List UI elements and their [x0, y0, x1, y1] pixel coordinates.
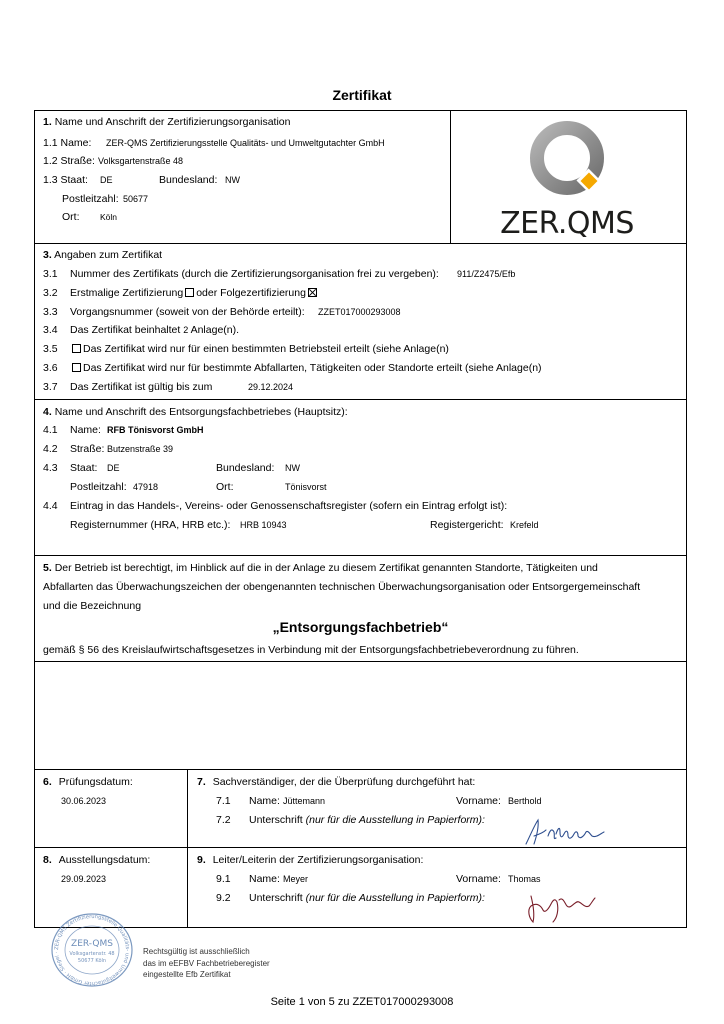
expert-signature — [522, 814, 608, 848]
auth-line-1 — [43, 562, 598, 574]
auth-line-3: und die Bezeichnung — [43, 600, 142, 612]
cert-row-number: 3.6 — [43, 362, 58, 374]
company-city-label: Ort: — [216, 481, 234, 493]
org-street-value: Volksgartenstraße 48 — [98, 156, 184, 166]
section-3-number: 3. — [43, 249, 52, 261]
exam-heading — [43, 776, 133, 788]
section-3-title: Angaben zum Zertifikat — [54, 249, 163, 261]
cert-row-number: 3.3 — [43, 306, 58, 318]
note-line-2: das im eEFBV Fachbetrieberegister — [143, 958, 270, 968]
zer-qms-logo-icon — [489, 114, 645, 240]
section-4-title: Name und Anschrift des Entsorgungsfachbetriebes (Hauptsitz): — [54, 406, 348, 418]
logo-cell-divider — [450, 110, 451, 243]
cert-row-number: 3.5 — [43, 343, 58, 355]
expert-heading — [197, 776, 475, 788]
org-state-value: NW — [225, 175, 240, 185]
seal-ring-text: ZER-QMS Zertifizierungsstelle Qualitäts- und Umweltgutachter GmbH · Siegel · — [53, 913, 131, 987]
first-cert-checkbox[interactable] — [185, 288, 194, 297]
org-name-value: ZER-QMS Zertifizierungsstelle Qualitäts- und Umweltgutachter GmbH — [106, 138, 385, 148]
divider-4-5 — [34, 555, 687, 556]
section-1-heading — [43, 116, 290, 128]
cert-row-number: 3.1 — [43, 268, 58, 280]
auth-line-2: Abfallarten das Überwachungszeichen der obengenannten technischen Überwachungsorganisation oder Entsorgergemeinschaft — [43, 581, 641, 593]
expert-first-value: Berthold — [508, 796, 542, 806]
section-1-title: Name und Anschrift der Zertifizierungsorganisation — [54, 116, 291, 128]
divider-5-blank — [34, 661, 687, 662]
leader-signature — [523, 888, 599, 926]
cert-row-3-6 — [70, 362, 542, 374]
section-8-number: 8. — [43, 854, 52, 866]
register-number-value: HRB 10943 — [240, 520, 287, 530]
company-zip-value: 47918 — [133, 482, 159, 492]
signature-icon — [522, 814, 608, 848]
exam-date-label: Prüfungsdatum: — [58, 776, 133, 788]
company-name-value: RFB Tönisvorst GmbH — [107, 425, 204, 435]
company-city-value: Tönisvorst — [285, 482, 327, 492]
cert-row-number: 3.7 — [43, 381, 58, 393]
section-1-number: 1. — [43, 116, 52, 128]
expert-signature-label — [249, 814, 485, 826]
business-part-label: Das Zertifikat wird nur für einen bestimmten Betriebsteil erteilt (siehe Anlage(n) — [83, 343, 449, 355]
leader-heading — [197, 854, 423, 866]
company-street-value: Butzenstraße 39 — [107, 444, 174, 454]
seal-line-2: 50677 Köln — [77, 958, 107, 964]
company-state-value: NW — [285, 463, 300, 473]
exam-date-value: 30.06.2023 — [61, 796, 107, 806]
company-street-label: Straße: — [70, 443, 105, 455]
org-zip-value: 50677 — [123, 194, 149, 204]
expert-name-value: Jüttemann — [283, 796, 326, 806]
register-number-label: Registernummer (HRA, HRB etc.): — [70, 519, 231, 531]
expert-heading-label: Sachverständiger, der die Überprüfung durchgeführt hat: — [212, 776, 476, 788]
follow-cert-label: oder Folgezertifizierung — [196, 287, 306, 299]
page-footer: Seite 1 von 5 zu ZZET017000293008 — [270, 996, 454, 1008]
org-name-label: 1.1 Name: — [43, 137, 92, 149]
leader-first-label: Vorname: — [456, 873, 501, 885]
section-9-number: 9. — [197, 854, 206, 866]
frame-left — [34, 110, 35, 928]
cert-row-number: 3.4 — [43, 324, 58, 336]
first-cert-label: Erstmalige Zertifizierung — [70, 287, 184, 299]
signature-word: Unterschrift — [249, 814, 303, 826]
company-row-number: 4.1 — [43, 424, 58, 436]
leader-first-value: Thomas — [508, 874, 541, 884]
validity-value: 29.12.2024 — [248, 382, 294, 392]
waste-types-label: Das Zertifikat wird nur für bestimmte Abfallarten, Tätigkeiten oder Standorte erteilt (siehe Anlage(n) — [83, 362, 542, 374]
frame-top — [34, 110, 687, 111]
company-row-number: 4.2 — [43, 443, 58, 455]
company-row-number: 4.3 — [43, 462, 58, 474]
seal-icon — [50, 912, 134, 988]
expert-name-label: Name: — [249, 795, 280, 807]
expert-row-number: 7.1 — [216, 795, 231, 807]
divider-3-4 — [34, 399, 687, 400]
section-5-number: 5. — [43, 562, 52, 574]
section-7-number: 7. — [197, 776, 206, 788]
follow-cert-checkbox[interactable] — [308, 288, 317, 297]
leader-row-number: 9.2 — [216, 892, 231, 904]
section-4-heading — [43, 406, 348, 418]
org-city-label: Ort: — [62, 211, 80, 223]
issue-date-value: 29.09.2023 — [61, 874, 107, 884]
leader-heading-label: Leiter/Leiterin der Zertifizierungsorganisation: — [212, 854, 424, 866]
auth-line-4: gemäß § 56 des Kreislaufwirtschaftsgesetzes in Verbindung mit der Entsorgungsfachbetriebeverordnung zu führen. — [43, 644, 579, 656]
cert-number-value: 911/Z2475/Efb — [457, 269, 516, 279]
register-court-value: Krefeld — [510, 520, 539, 530]
logo-text: ZER.QMS — [500, 206, 634, 240]
attachments-suffix: Anlage(n). — [190, 324, 240, 336]
expert-first-label: Vorname: — [456, 795, 501, 807]
signature-icon — [523, 888, 599, 926]
leader-name-label: Name: — [249, 873, 280, 885]
cert-row-3-4 — [70, 324, 239, 336]
signature-word: Unterschrift — [249, 892, 303, 904]
org-country-value: DE — [100, 175, 113, 185]
section-4-number: 4. — [43, 406, 52, 418]
company-name-label: Name: — [70, 424, 101, 436]
org-street-label: 1.2 Straße: — [43, 155, 95, 167]
signature-note: (nur für die Ausstellung in Papierform): — [305, 814, 485, 826]
waste-types-checkbox[interactable] — [72, 363, 81, 372]
issue-heading — [43, 854, 150, 866]
expert-row-number: 7.2 — [216, 814, 231, 826]
divider-blank-6 — [34, 769, 687, 770]
note-line-3: eingestellte Efb Zertifikat — [143, 970, 231, 979]
company-country-value: DE — [107, 463, 120, 473]
org-country-label: 1.3 Staat: — [43, 174, 88, 186]
zer-qms-logo — [489, 114, 645, 240]
issue-date-label: Ausstellungsdatum: — [58, 854, 151, 866]
cert-row-3-5 — [70, 343, 449, 355]
col-divider-6-7 — [187, 769, 188, 927]
process-number-label: Vorgangsnummer (soweit von der Behörde erteilt): — [70, 306, 305, 318]
validity-note — [143, 946, 270, 981]
frame-right — [686, 110, 687, 928]
leader-name-value: Meyer — [283, 874, 309, 884]
validity-label: Das Zertifikat ist gültig bis zum — [70, 381, 213, 393]
seal-title: ZER-QMS — [71, 939, 113, 949]
designation-title: „Entsorgungsfachbetrieb“ — [272, 619, 449, 635]
company-seal — [50, 912, 134, 988]
cert-row-3-1 — [43, 268, 58, 280]
attachments-label: Das Zertifikat beinhaltet — [70, 324, 181, 336]
process-number-value: ZZET017000293008 — [318, 307, 401, 317]
divider-1-3 — [34, 243, 687, 244]
company-state-label: Bundesland: — [216, 462, 275, 474]
leader-row-number: 9.1 — [216, 873, 231, 885]
register-court-label: Registergericht: — [430, 519, 504, 531]
company-row-number: 4.4 — [43, 500, 58, 512]
section-3-heading — [43, 249, 162, 261]
page-title: Zertifikat — [332, 87, 392, 103]
cert-row-number: 3.2 — [43, 287, 58, 299]
company-zip-label: Postleitzahl: — [70, 481, 127, 493]
note-line-1: Rechtsgültig ist ausschließlich — [143, 947, 250, 956]
seal-line-1: Volksgartenstr. 48 — [69, 951, 115, 957]
org-city-value: Köln — [100, 212, 118, 222]
cert-number-label: Nummer des Zertifikats (durch die Zertifizierungsorganisation frei zu vergeben): — [70, 268, 439, 280]
org-zip-label: Postleitzahl: — [62, 193, 119, 205]
auth-text-1: Der Betrieb ist berechtigt, im Hinblick auf die in der Anlage zu diesem Zertifikat genannten Standorte, Tätigkeiten und — [54, 562, 598, 574]
leader-signature-label — [249, 892, 485, 904]
business-part-checkbox[interactable] — [72, 344, 81, 353]
company-country-label: Staat: — [70, 462, 98, 474]
signature-note: (nur für die Ausstellung in Papierform): — [305, 892, 485, 904]
attachments-count: 2 — [183, 325, 189, 335]
org-state-label: Bundesland: — [159, 174, 218, 186]
register-entry-label: Eintrag in das Handels-, Vereins- oder Genossenschaftsregister (sofern ein Eintrag erfolgt ist): — [70, 500, 508, 512]
cert-row-3-2 — [70, 287, 319, 299]
section-6-number: 6. — [43, 776, 52, 788]
